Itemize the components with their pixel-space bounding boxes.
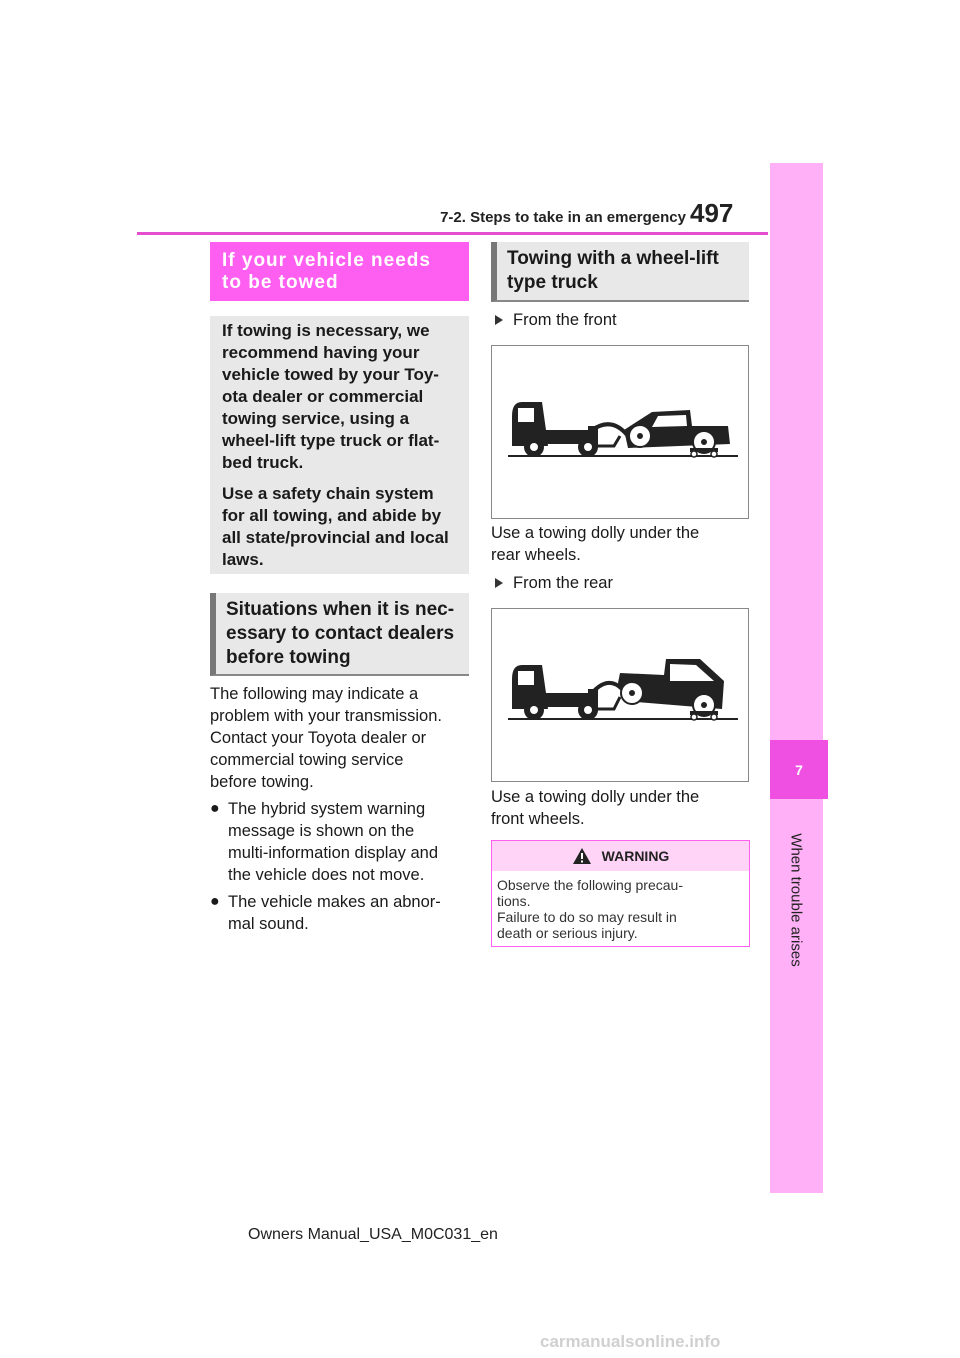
chapter-side-strip xyxy=(770,163,823,1193)
chapter-number-tab[interactable]: 7 xyxy=(770,740,828,799)
warning-triangle-icon xyxy=(572,847,592,865)
towing-intro-box xyxy=(210,316,469,574)
towing-heading: If your vehicle needs to be towed xyxy=(210,242,469,301)
rear-tow-caption: Use a towing dolly under the front wheels. xyxy=(491,788,700,828)
warning-header xyxy=(492,841,749,871)
manual-id-footer: Owners Manual_USA_M0C031_en xyxy=(248,1226,498,1243)
from-rear-label: From the rear xyxy=(495,572,613,594)
from-front-label: From the front xyxy=(495,309,617,331)
bullet-icon: ● xyxy=(210,800,220,817)
intro-paragraph-1: If towing is necessary, we recommend having your vehicle towed by your Toy- ota dealer or commercial towing service, using a wheel-lift type truck or flat- bed truck. xyxy=(222,321,440,472)
watermark: carmanualsonline.info xyxy=(540,1332,721,1351)
page-number: 497 xyxy=(690,198,734,228)
tow-truck-front-image xyxy=(492,346,748,518)
arrow-icon xyxy=(495,315,503,325)
warning-body: Observe the following precau- tions. Failure to do so may result in death or serious injury. xyxy=(497,877,683,941)
warning-box xyxy=(491,840,750,947)
warning-title: WARNING xyxy=(601,848,670,864)
front-tow-caption: Use a towing dolly under the rear wheels. xyxy=(491,524,700,564)
front-tow-illustration xyxy=(491,345,749,519)
tow-truck-rear-image xyxy=(492,609,748,781)
wheel-lift-heading: Towing with a wheel-lift type truck xyxy=(491,242,749,302)
situations-heading: Situations when it is nec- essary to contact dealers before towing xyxy=(210,593,469,676)
list-item: ● The vehicle makes an abnor- mal sound. xyxy=(210,893,441,933)
header-rule xyxy=(137,232,768,235)
section-title: 7-2. Steps to take in an emergency xyxy=(440,209,686,226)
transmission-problem-text: The following may indicate a problem with your transmission. Contact your Toyota dealer or commercial towing service before towing. xyxy=(210,685,442,791)
intro-paragraph-2: Use a safety chain system for all towing, and abide by all state/provincial and local laws. xyxy=(222,484,449,569)
bullet-icon: ● xyxy=(210,893,220,910)
list-item: ● The hybrid system warning message is shown on the multi-information display and the vehicle does not move. xyxy=(210,800,439,884)
chapter-title-vertical: When trouble arises xyxy=(787,833,805,967)
arrow-icon xyxy=(495,578,503,588)
rear-tow-illustration xyxy=(491,608,749,782)
